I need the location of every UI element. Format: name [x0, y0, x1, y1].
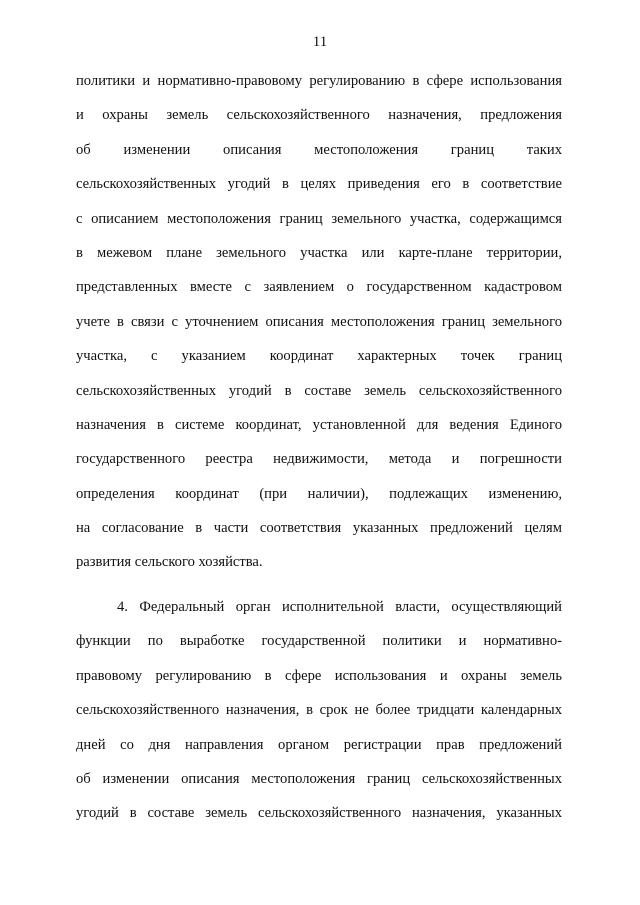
- text-line: функции по выработке государственной политики и нормативно-: [76, 633, 562, 650]
- text-line: политики и нормативно-правовому регулированию в сфере использования: [76, 73, 562, 89]
- text-line: представленных вместе с заявлением о государственном кадастровом: [76, 279, 562, 296]
- text-line: развития сельского хозяйства.: [76, 554, 263, 571]
- text-line: сельскохозяйственных угодий в составе земель сельскохозяйственного: [76, 382, 562, 399]
- text-line: определения координат (при наличии), подлежащих изменению,: [76, 485, 562, 502]
- text-line: угодий в составе земель сельскохозяйственного назначения, указанных: [76, 805, 562, 822]
- text-line: государственного реестра недвижимости, метода и погрешности: [76, 451, 562, 468]
- page-number: 11: [312, 34, 328, 50]
- text-line: и охраны земель сельскохозяйственного назначения, предложения: [76, 107, 562, 124]
- text-line: 4. Федеральный орган исполнительной власти, осуществляющий: [117, 599, 562, 615]
- text-line: в межевом плане земельного участка или карте-плане территории,: [76, 244, 562, 261]
- text-line: участка, с указанием координат характерных точек границ: [76, 348, 562, 365]
- text-line: сельскохозяйственных угодий в целях приведения его в соответствие: [76, 176, 562, 193]
- text-line: на согласование в части соответствия указанных предложений целям: [76, 520, 562, 537]
- text-line: дней со дня направления органом регистрации прав предложений: [76, 736, 562, 753]
- text-line: об изменении описания местоположения границ таких: [76, 141, 562, 158]
- text-line: с описанием местоположения границ земельного участка, содержащимся: [76, 210, 562, 227]
- text-line: об изменении описания местоположения границ сельскохозяйственных: [76, 770, 562, 787]
- text-line: сельскохозяйственного назначения, в срок не более тридцати календарных: [76, 702, 562, 719]
- text-line: правовому регулированию в сфере использования и охраны земель: [76, 667, 562, 684]
- text-line: назначения в системе координат, установленной для ведения Единого: [76, 416, 562, 433]
- paragraph-continued: [76, 72, 562, 588]
- text-line: учете в связи с уточнением описания местоположения границ земельного: [76, 313, 562, 330]
- paragraph-item-4: [76, 598, 562, 839]
